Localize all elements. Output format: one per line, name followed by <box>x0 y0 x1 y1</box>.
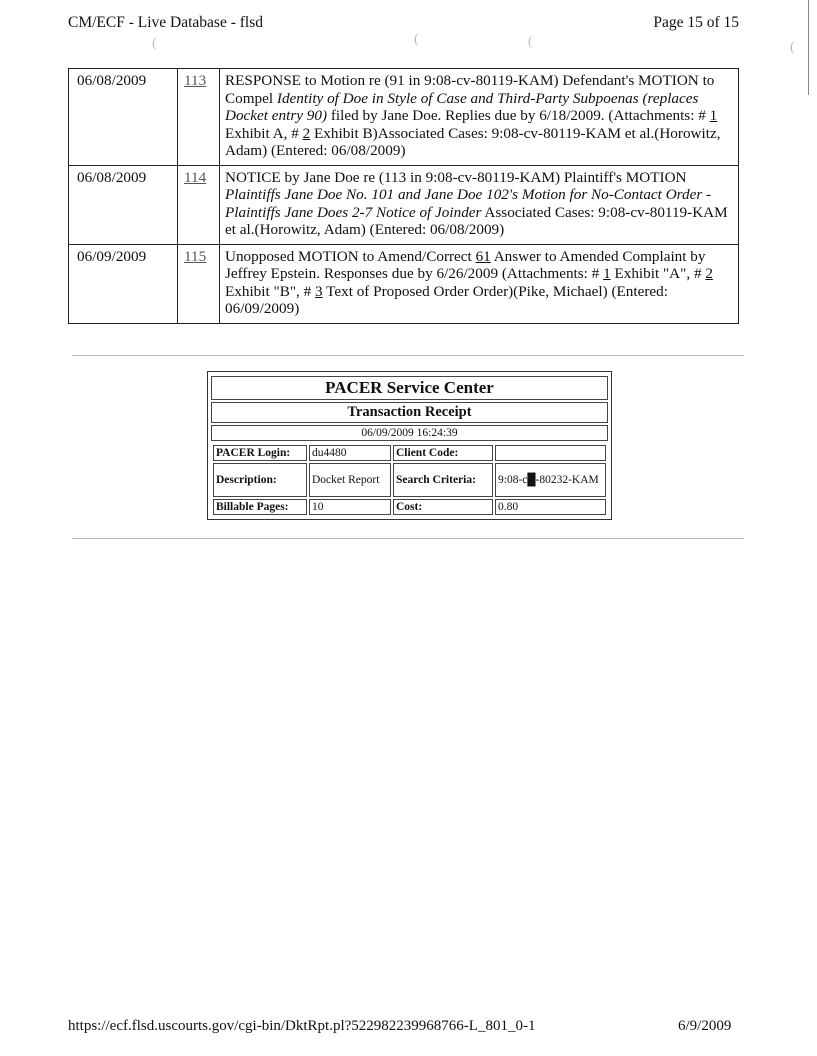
entry-text: RESPONSE to Motion re (91 in 9:08-cv-80119-KAM) Defendant's MOTION to Compel Identity of Doe in Style of Case and Third-Party Subpoenas (replaces Docket entry 90) filed by Jane Doe. Replies due by 6/18/2009. (Attachments: # 1 Exhibit A, # 2 Exhibit B)Associated Cases: 9:08-cv-80119-KAM et al.(Horowitz, Adam) (Entered: 06/08/2009) <box>220 69 739 166</box>
search-criteria-label: Search Criteria: <box>393 463 493 497</box>
billable-pages-label: Billable Pages: <box>213 499 307 515</box>
scan-mark: ( <box>528 34 533 49</box>
login-value: du4480 <box>309 445 391 461</box>
entry-number-link[interactable]: 115 <box>184 247 207 265</box>
receipt-subtitle: Transaction Receipt <box>211 402 608 423</box>
receipt-grid <box>211 443 608 517</box>
docket-ref-link[interactable]: 61 <box>475 247 491 265</box>
page-header-title: CM/ECF - Live Database - flsd <box>68 14 264 31</box>
docket-row <box>69 69 739 166</box>
description-value: Docket Report <box>309 463 391 497</box>
description-label: Description: <box>213 463 307 497</box>
docket-table <box>68 68 739 324</box>
entry-text: NOTICE by Jane Doe re (113 in 9:08-cv-80119-KAM) Plaintiff's MOTION Plaintiffs Jane Doe No. 101 and Jane Doe 102's Motion for No-Contact Order -Plaintiffs Jane Does 2-7 Notice of Joinder Associated Cases: 9:08-cv-80119-KAM et al.(Horowitz, Adam) (Entered: 06/08/2009) <box>220 165 739 244</box>
footer-date: 6/9/2009 <box>678 1018 732 1034</box>
client-code-value <box>495 445 606 461</box>
scan-mark: ( <box>790 40 795 55</box>
receipt-title: PACER Service Center <box>211 376 608 400</box>
entry-number-link[interactable]: 113 <box>184 72 207 89</box>
entry-date: 06/09/2009 <box>69 244 178 323</box>
docket-row <box>69 165 739 244</box>
pacer-receipt <box>207 371 612 520</box>
receipt-datetime: 06/09/2009 16:24:39 <box>211 425 608 441</box>
attachment-link[interactable]: 2 <box>705 265 713 282</box>
entry-number-link[interactable]: 114 <box>184 168 207 186</box>
client-code-label: Client Code: <box>393 445 493 461</box>
cost-value: 0.80 <box>495 499 606 515</box>
footer-url: https://ecf.flsd.uscourts.gov/cgi-bin/DktRpt.pl?522982239968766-L_801_0-1 <box>68 1018 536 1034</box>
scan-mark: ( <box>152 36 157 51</box>
entry-text: Unopposed MOTION to Amend/Correct 61 Answer to Amended Complaint by Jeffrey Epstein. Responses due by 6/26/2009 (Attachments: # 1 Exhibit "A", # 2 Exhibit "B", # 3 Text of Proposed Order Order)(Pike, Michael) (Entered: 06/09/2009) <box>220 244 739 323</box>
attachment-link[interactable]: 1 <box>603 265 611 282</box>
login-label: PACER Login: <box>213 445 307 461</box>
attachment-link[interactable]: 3 <box>315 282 323 300</box>
attachment-link[interactable]: 2 <box>302 124 311 142</box>
cost-label: Cost: <box>393 499 493 515</box>
entry-date: 06/08/2009 <box>69 69 178 166</box>
separator-top <box>72 355 744 356</box>
search-criteria-value: 9:08-c█-80232-KAM <box>495 463 606 497</box>
billable-pages-value: 10 <box>309 499 391 515</box>
page-number: Page 15 of 15 <box>653 14 739 31</box>
scan-edge-line <box>808 0 809 95</box>
docket-row <box>69 244 739 323</box>
separator-bottom <box>72 538 744 539</box>
scan-mark: ( <box>414 32 419 47</box>
entry-date: 06/08/2009 <box>69 165 178 244</box>
attachment-link[interactable]: 1 <box>709 107 718 124</box>
